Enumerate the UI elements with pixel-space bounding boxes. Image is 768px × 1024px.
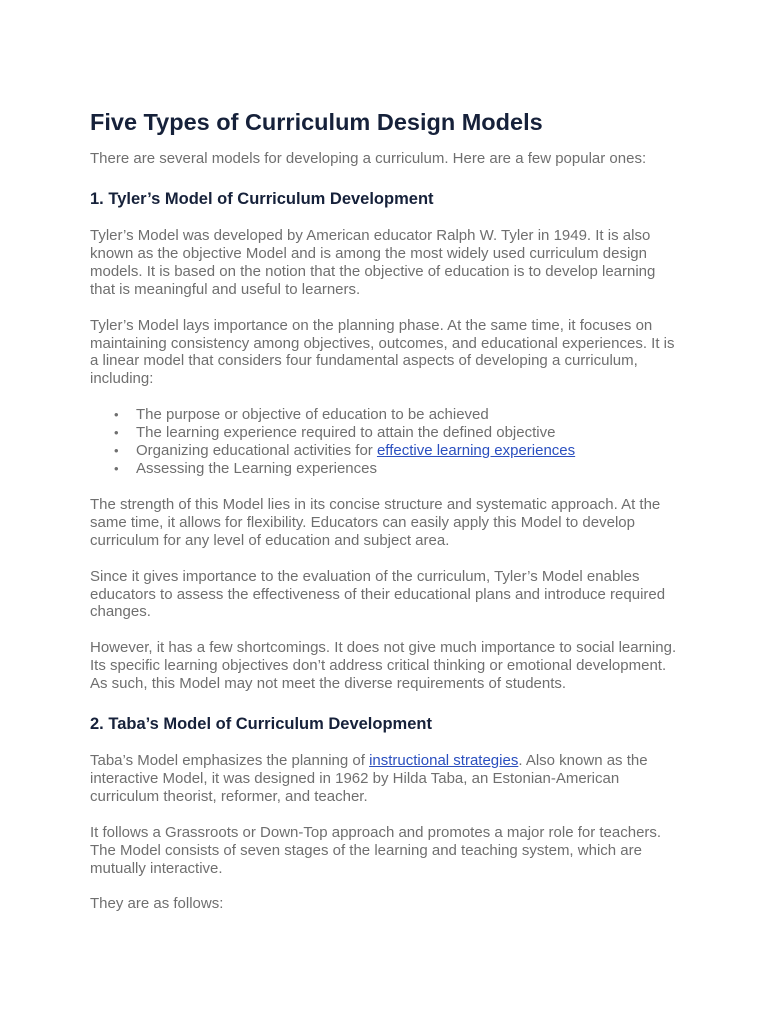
section-heading-tyler: 1. Tyler’s Model of Curriculum Development [90,190,434,208]
taba-paragraph-1 [90,752,680,806]
instructional-strategies-link[interactable]: instructional strategies [369,752,519,770]
list-item [114,442,680,460]
list-item [114,406,680,424]
taba-paragraph-3: They are as follows: [90,895,224,913]
bullet-icon: • [114,425,119,441]
bullet-icon: • [114,407,119,423]
list-item-text: Assessing the Learning experiences [136,459,377,477]
section-heading-taba: 2. Taba’s Model of Curriculum Development [90,715,432,734]
list-item-text: The learning experience required to attain the defined objective [136,424,556,442]
tyler-paragraph-5: However, it has a few shortcomings. It does not give much importance to social learning. Its specific learning objectives don’t address critical thinking or emotional development. As such, this Model may not meet the diverse requirements of students. [90,639,677,693]
tyler-aspects-list [90,406,680,478]
taba-paragraph-1-text-end: . Also known as the interactive Model, it was designed in 1962 by Hilda Taba, an Estonian-American curriculum theorist, reformer, and teacher. [90,752,648,805]
list-item [114,424,680,442]
tyler-paragraph-3: The strength of this Model lies in its concise structure and systematic approach. At the same time, it allows for flexibility. Educators can easily apply this Model to develop curriculum for any level of education and subject area. [90,495,661,549]
taba-paragraph-2: It follows a Grassroots or Down-Top approach and promotes a major role for teachers. The Model consists of seven stages of the learning and teaching system, which are mutually interactive. [90,823,662,877]
list-item [114,459,680,478]
tyler-paragraph-2: Tyler’s Model lays importance on the planning phase. At the same time, it focuses on maintaining consistency among objectives, outcomes, and educational experiences. It is a linear model that considers four fundamental aspects of developing a curriculum, including: [90,316,675,388]
tyler-paragraph-1: Tyler’s Model was developed by American educator Ralph W. Tyler in 1949. It is also known as the objective Model and is among the most widely used curriculum design models. It is based on the notion that the objective of education is to develop learning that is meaningful and useful to learners. [90,227,656,298]
list-item-text: The purpose or objective of education to be achieved [136,406,489,424]
tyler-paragraph-4: Since it gives importance to the evaluation of the curriculum, Tyler’s Model enables educators to assess the effectiveness of their educational plans and introduce required changes. [90,567,666,621]
page-title: Five Types of Curriculum Design Models [90,109,543,135]
list-item-text: Organizing educational activities for [136,442,377,460]
intro-paragraph: There are several models for developing a curriculum. Here are a few popular ones: [90,150,647,167]
taba-paragraph-1-text-start: Taba’s Model emphasizes the planning of [90,752,370,770]
bullet-icon: • [114,460,119,476]
bullet-icon: • [114,443,119,459]
effective-learning-experiences-link[interactable]: effective learning experiences [376,442,576,460]
